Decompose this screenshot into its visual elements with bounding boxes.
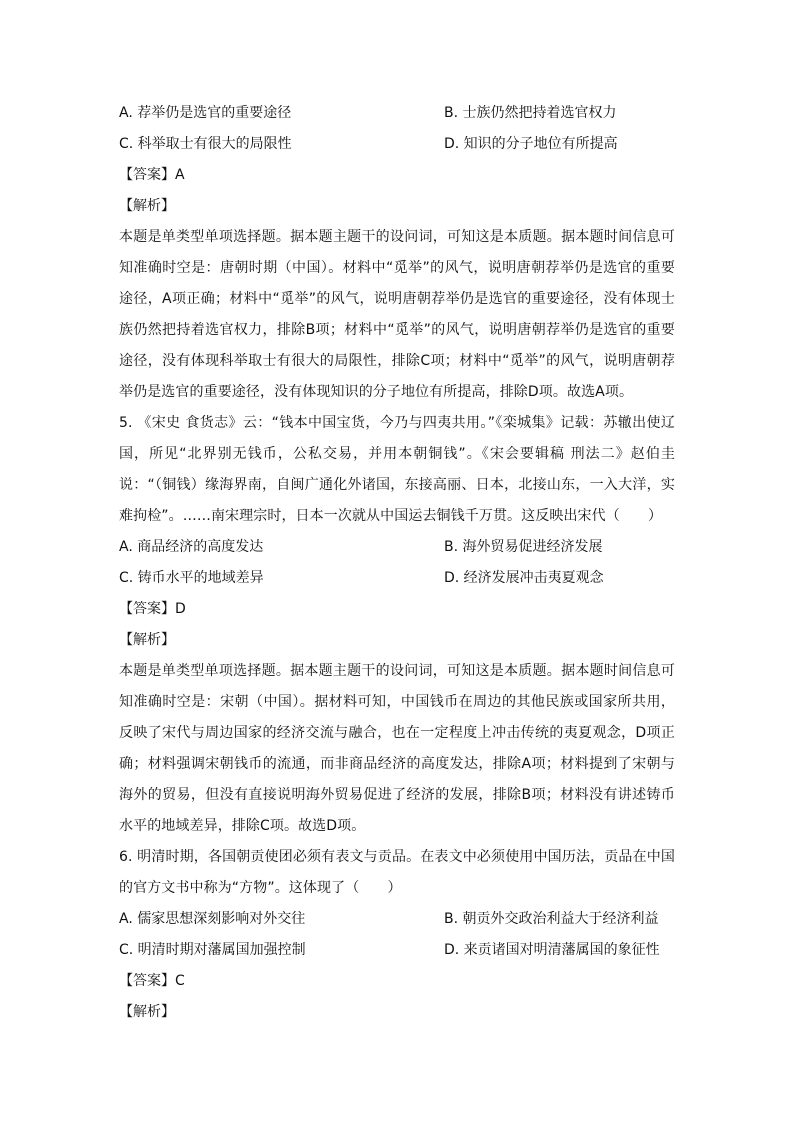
- q5-options-row-1: [119, 532, 675, 563]
- q4-option-c: C. 科举取士有很大的局限性: [119, 136, 292, 152]
- q6-option-b: B. 朝贡外交政治利益大于经济利益: [444, 911, 659, 927]
- q6-option-a: A. 儒家思想深刻影响对外交往: [119, 911, 306, 927]
- q4-options-row-2: [119, 129, 675, 160]
- q4-option-b: B. 士族仍然把持着选官权力: [444, 105, 617, 121]
- q5-analysis: 本题是单类型单项选择题。据本题主题干的设问词，可知这是本质题。据本题时间信息可知准确时空是：宋朝（中国）。据材料可知，中国钱币在周边的其他民族或国家所共用，反映了宋代与周边国家的经济交流与融合，也在一定程度上冲击传统的夷夏观念，D项正确；材料强调宋朝钱币的流通，而非商品经济的高度发达，排除A项；材料提到了宋朝与海外的贸易，但没有直接说明海外贸易促进了经济的发展，排除B项；材料没有讲述铸币水平的地域差异，排除C项。故选D项。: [119, 663, 675, 834]
- q4-answer: 【答案】A: [119, 167, 185, 183]
- q6-answer: 【答案】C: [119, 973, 185, 989]
- q5-option-a: A. 商品经济的高度发达: [119, 539, 264, 555]
- q6-options-row-2: [119, 935, 675, 966]
- q4-analysis-label: 【解析】: [119, 198, 175, 214]
- q5-stem: 5. 《宋史 食货志》云：“钱本中国宝货，今乃与四夷共用。”《栾城集》记载：苏辙出使辽国，所见“北界别无钱币，公私交易，并用本朝铜钱”。《宋会要辑稿 刑法二》赵伯圭说：“（铜钱）缘海界南，自闽广通化外诸国，东接高丽、日本，北接山东，一入大洋，实难拘检”。……南宋理宗时，日本一次就从中国运去铜钱千万贯。这反映出宋代（ ）: [119, 415, 675, 524]
- q6-stem: 6. 明清时期，各国朝贡使团必须有表文与贡品。在表文中必须使用中国历法，贡品在中国的官方文书中称为“方物”。这体现了（ ）: [119, 849, 675, 896]
- q4-option-a: A. 荐举仍是选官的重要途径: [119, 105, 292, 121]
- q6-option-d: D. 来贡诸国对明清藩属国的象征性: [444, 942, 660, 958]
- q5-analysis-label: 【解析】: [119, 632, 175, 648]
- q4-option-d: D. 知识的分子地位有所提高: [444, 136, 618, 152]
- document-page: [119, 98, 675, 1028]
- q5-answer: 【答案】D: [119, 601, 186, 617]
- q5-option-b: B. 海外贸易促进经济发展: [444, 539, 603, 555]
- q5-options-row-2: [119, 563, 675, 594]
- q4-analysis: 本题是单类型单项选择题。据本题主题干的设问词，可知这是本质题。据本题时间信息可知准确时空是：唐朝时期（中国）。材料中“觅举”的风气，说明唐朝荐举仍是选官的重要途径，A项正确；材料中“觅举”的风气，说明唐朝荐举仍是选官的重要途径，没有体现士族仍然把持着选官权力，排除B项；材料中“觅举”的风气，说明唐朝荐举仍是选官的重要途径，没有体现科举取士有很大的局限性，排除C项；材料中“觅举”的风气，说明唐朝荐举仍是选官的重要途径，没有体现知识的分子地位有所提高，排除D项。故选A项。: [119, 229, 675, 400]
- q5-option-d: D. 经济发展冲击夷夏观念: [444, 570, 604, 586]
- q4-options-row-1: [119, 98, 675, 129]
- q6-option-c: C. 明清时期对藩属国加强控制: [119, 942, 306, 958]
- q5-option-c: C. 铸币水平的地域差异: [119, 570, 264, 586]
- q6-analysis-label: 【解析】: [119, 1004, 175, 1020]
- q6-options-row-1: [119, 904, 675, 935]
